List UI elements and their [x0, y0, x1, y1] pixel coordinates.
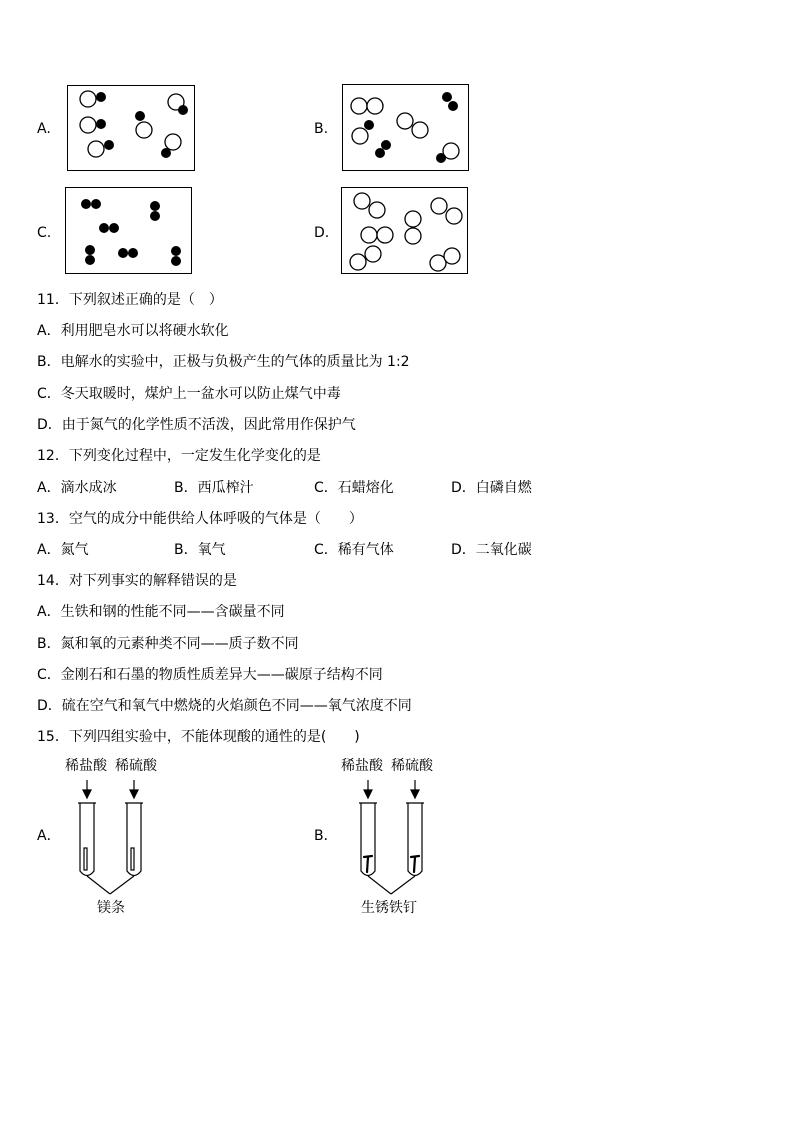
option-label-c: C. — [37, 225, 52, 241]
question-12-option-c: C．石蜡熔化 — [314, 480, 394, 496]
question-13-option-c: C．稀有气体 — [314, 542, 394, 558]
question-13-option-d: D．二氧化碳 — [451, 542, 532, 558]
option-label-d: D. — [314, 225, 330, 241]
question-13-stem: 13．空气的成分中能供给人体呼吸的气体是（ ） — [37, 511, 363, 527]
question-11-option-a: A．利用肥皂水可以将硬水软化 — [37, 323, 229, 339]
question-14-option-d: D．硫在空气和氧气中燃烧的火焰颜色不同——氧气浓度不同 — [37, 698, 412, 714]
particle-box-c — [65, 187, 192, 274]
question-13-option-a: A．氮气 — [37, 542, 89, 558]
particle-box-a — [67, 85, 195, 171]
question-14-option-c: C．金刚石和石墨的物质性质差异大——碳原子结构不同 — [37, 667, 383, 683]
option-label-b: B. — [314, 121, 329, 137]
question-11-option-c: C．冬天取暖时，煤炉上一盆水可以防止煤气中毒 — [37, 386, 341, 402]
question-12-option-d: D．白磷自燃 — [451, 480, 532, 496]
test-tubes-rusty-nail-diagram — [350, 776, 440, 901]
question-14-stem: 14．对下列事实的解释错误的是 — [37, 573, 237, 589]
acid-label-h2so4-a: 稀硫酸 — [115, 758, 157, 774]
solid-label-magnesium: 镁条 — [97, 900, 125, 916]
test-tubes-magnesium-diagram — [70, 776, 160, 901]
option-label-a: A. — [37, 121, 51, 137]
question-11-option-b: B．电解水的实验中，正极与负极产生的气体的质量比为 1:2 — [37, 354, 410, 370]
question-12-option-a: A．滴水成冰 — [37, 480, 117, 496]
question-14-option-a: A．生铁和钢的性能不同——含碳量不同 — [37, 604, 285, 620]
question-15-stem: 15．下列四组实验中，不能体现酸的通性的是( ) — [37, 729, 360, 745]
particle-box-d — [341, 187, 468, 274]
question-14-option-b: B．氮和氧的元素种类不同——质子数不同 — [37, 636, 299, 652]
question-11-stem: 11．下列叙述正确的是（ ） — [37, 292, 223, 308]
question-15-option-b-label: B． — [314, 828, 338, 844]
particle-box-b — [342, 84, 469, 171]
question-12-option-b: B．西瓜榨汁 — [174, 480, 254, 496]
acid-label-hcl-b: 稀盐酸 — [341, 758, 383, 774]
question-15-option-a-label: A． — [37, 828, 61, 844]
acid-label-hcl-a: 稀盐酸 — [65, 758, 107, 774]
question-11-option-d: D．由于氮气的化学性质不活泼，因此常用作保护气 — [37, 417, 356, 433]
question-12-stem: 12．下列变化过程中，一定发生化学变化的是 — [37, 448, 321, 464]
question-13-option-b: B．氧气 — [174, 542, 226, 558]
solid-label-rusty-nail: 生锈铁钉 — [361, 900, 417, 916]
acid-label-h2so4-b: 稀硫酸 — [391, 758, 433, 774]
